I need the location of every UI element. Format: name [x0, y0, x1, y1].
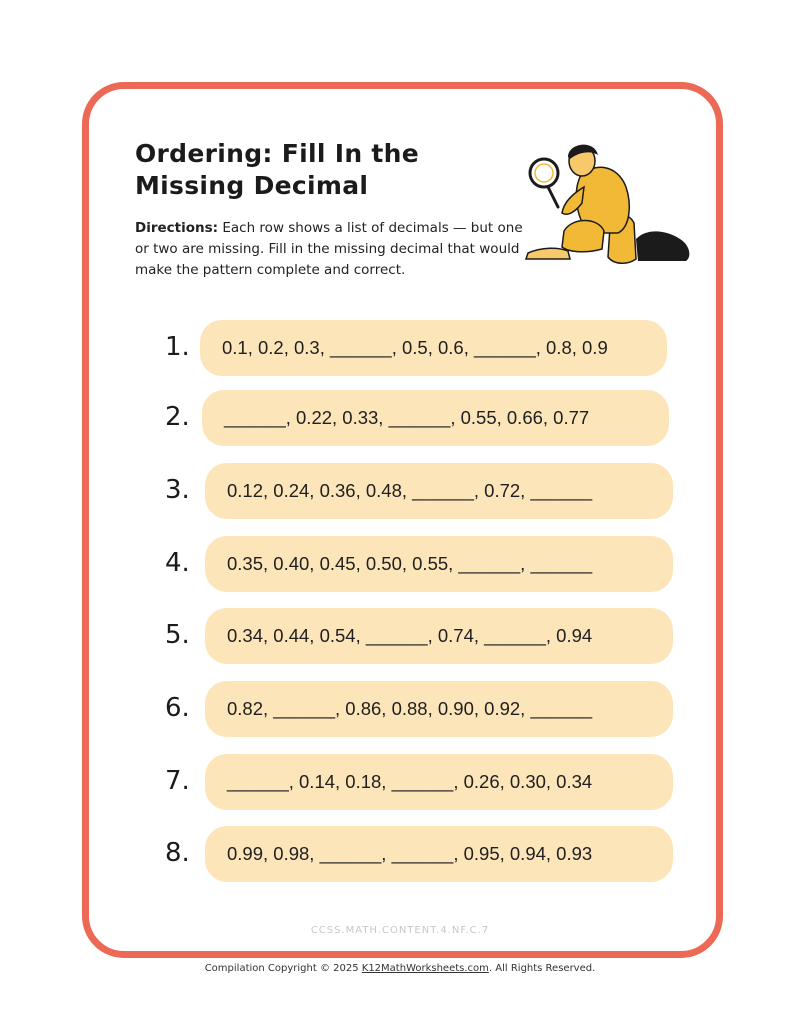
problem-number: 7. — [165, 766, 190, 796]
footer-link[interactable]: K12MathWorksheets.com — [361, 963, 489, 974]
problem-sequence: 0.12, 0.24, 0.36, 0.48, ______, 0.72, ______ — [205, 463, 673, 519]
problem-sequence: 0.82, ______, 0.86, 0.88, 0.90, 0.92, ______ — [205, 681, 673, 737]
footer-suffix: . All Rights Reserved. — [488, 963, 596, 974]
copyright-footer — [0, 963, 800, 974]
problem-sequence: 0.99, 0.98, ______, ______, 0.95, 0.94, 0.93 — [205, 826, 673, 882]
problem-number: 1. — [165, 332, 190, 362]
worksheet-title — [135, 138, 419, 202]
title-line-1: Ordering: Fill In the — [135, 139, 420, 168]
problem-sequence: ______, 0.22, 0.33, ______, 0.55, 0.66, 0.77 — [202, 390, 669, 446]
problem-sequence: 0.35, 0.40, 0.45, 0.50, 0.55, ______, ______ — [205, 536, 673, 592]
magnifying-glass-person-illustration — [518, 135, 696, 275]
problem-number: 8. — [165, 838, 190, 868]
title-line-2: Missing Decimal — [135, 171, 369, 200]
problem-sequence: ______, 0.14, 0.18, ______, 0.26, 0.30, 0.34 — [205, 754, 673, 810]
problem-sequence: 0.34, 0.44, 0.54, ______, 0.74, ______, 0.94 — [205, 608, 673, 664]
problem-number: 5. — [165, 620, 190, 650]
problem-number: 2. — [165, 402, 190, 432]
footer-prefix: Compilation Copyright © 2025 — [204, 963, 362, 974]
standard-code: CCSS.MATH.CONTENT.4.NF.C.7 — [310, 925, 490, 936]
directions-lead: Directions: — [135, 220, 219, 236]
directions — [135, 218, 535, 281]
problem-number: 4. — [165, 548, 190, 578]
problem-number: 3. — [165, 475, 190, 505]
problem-sequence: 0.1, 0.2, 0.3, ______, 0.5, 0.6, ______, 0.8, 0.9 — [200, 320, 667, 376]
problem-number: 6. — [165, 693, 190, 723]
directions-text: Each row shows a list of decimals — but one or two are missing. Fill in the missing decimal that would make the pattern complete and correct. — [135, 220, 523, 278]
